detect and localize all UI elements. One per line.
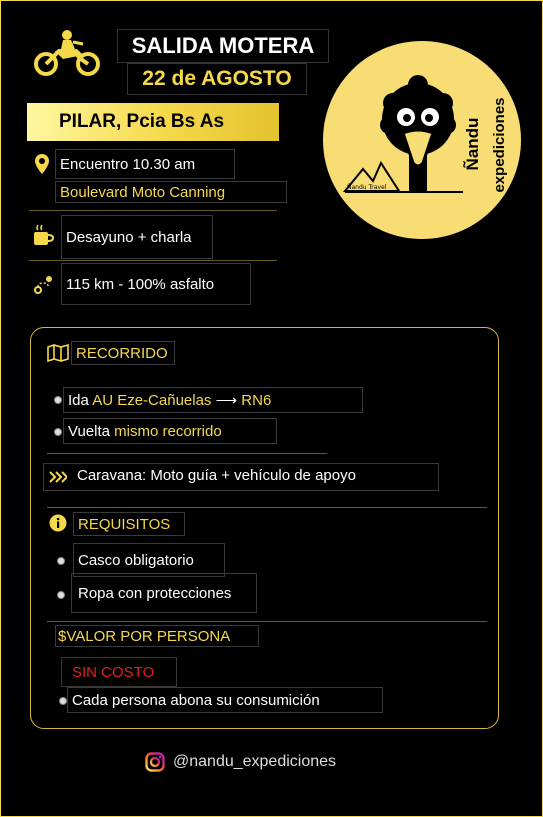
- instagram-icon[interactable]: [145, 752, 165, 772]
- logo-text-block: [449, 97, 508, 201]
- requirement-item: Casco obligatorio: [73, 543, 225, 577]
- ida-destination: RN6: [241, 392, 272, 409]
- price-note: Cada persona abona su consumición: [67, 687, 383, 713]
- info-icon: [49, 514, 67, 532]
- breakfast-text: Desayuno + charla: [61, 215, 213, 259]
- divider: [47, 621, 487, 622]
- vuelta-route: mismo recorrido: [114, 423, 222, 440]
- divider: [29, 260, 277, 261]
- route-ida: [63, 387, 363, 413]
- vuelta-label: Vuelta: [68, 423, 110, 440]
- price-value: SIN COSTO: [61, 657, 177, 687]
- logo-subtitle: expediciones: [491, 97, 508, 193]
- event-title: SALIDA MOTERA: [117, 29, 329, 63]
- requirement-item: Ropa con protecciones: [71, 573, 257, 613]
- bullet-icon: [54, 396, 62, 404]
- bullet-icon: [57, 591, 65, 599]
- arrow-icon: ⟶: [215, 392, 238, 409]
- bullet-icon: [59, 697, 67, 705]
- route-vuelta: [63, 418, 277, 444]
- date-month: AGOSTO: [201, 67, 292, 90]
- map-icon: [47, 344, 69, 362]
- instagram-handle[interactable]: @nandu_expediciones: [173, 753, 337, 770]
- meeting-place: Boulevard Moto Canning: [55, 181, 287, 203]
- bullet-icon: [54, 428, 62, 436]
- route-icon: [34, 274, 54, 294]
- date-prefix: 22 de: [142, 67, 196, 90]
- location-pin-icon: [34, 153, 50, 175]
- coffee-cup-icon: [32, 223, 54, 247]
- caravana-text: Caravana: Moto guía + vehículo de apoyo: [77, 467, 356, 484]
- divider: [29, 210, 277, 211]
- motorcycle-icon: [33, 29, 101, 77]
- logo-small-text: Ñandu Travel: [347, 184, 387, 191]
- requirements-heading: REQUISITOS: [73, 512, 185, 536]
- meeting-time: Encuentro 10.30 am: [55, 149, 235, 179]
- logo-name: Ñandu: [463, 117, 482, 171]
- divider: [47, 453, 327, 454]
- location-banner: PILAR, Pcia Bs As: [27, 103, 279, 141]
- distance-text: 115 km - 100% asfalto: [61, 263, 251, 305]
- route-heading: RECORRIDO: [71, 341, 175, 365]
- divider: [47, 507, 487, 508]
- chevrons-right-icon: [49, 471, 67, 483]
- price-heading: $VALOR POR PERSONA: [55, 625, 259, 647]
- ida-label: Ida: [68, 392, 89, 409]
- event-date: [127, 63, 307, 95]
- ida-route: AU Eze-Cañuelas: [92, 392, 212, 409]
- bullet-icon: [57, 557, 65, 565]
- brand-logo: [323, 41, 521, 239]
